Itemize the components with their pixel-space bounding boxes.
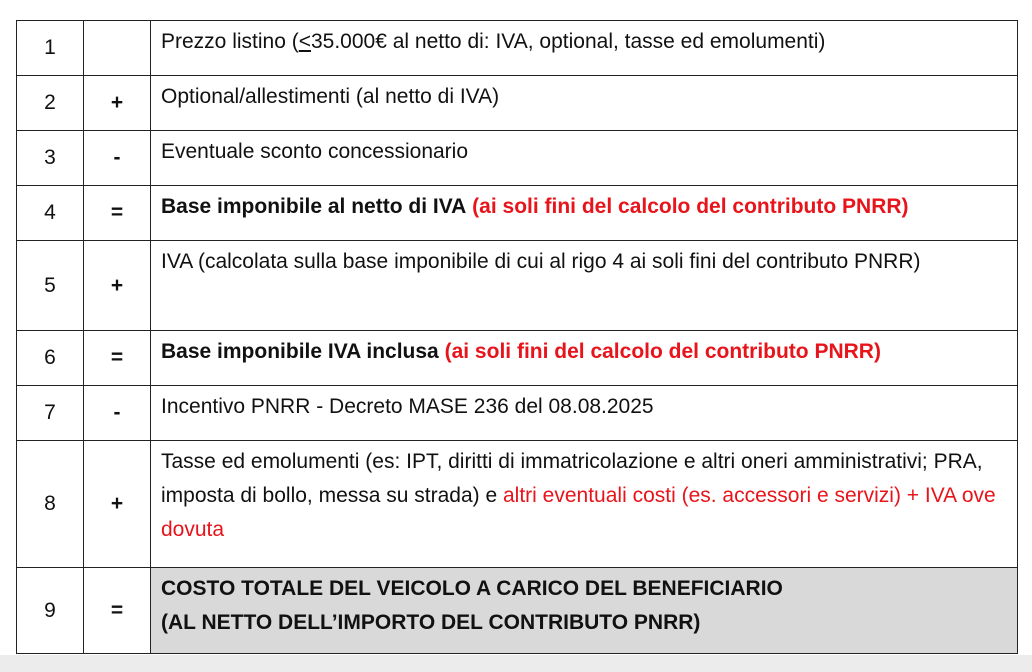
description-red-note: (ai soli fini del calcolo del contributo PNRR): [444, 340, 881, 363]
total-title: COSTO TOTALE DEL VEICOLO A CARICO DEL BENEFICIARIO: [161, 577, 783, 600]
row-number: 3: [17, 131, 84, 186]
row-description: [151, 331, 1018, 386]
row-description: [151, 568, 1018, 654]
table-row: [17, 186, 1018, 241]
table-row: [17, 21, 1018, 76]
row-number: 1: [17, 21, 84, 76]
description-bold-text: Base imponibile IVA inclusa: [161, 340, 439, 363]
row-operator: =: [84, 331, 151, 386]
row-number: 9: [17, 568, 84, 654]
description-red-note: (ai soli fini del calcolo del contributo PNRR): [472, 195, 909, 218]
row-operator: +: [84, 241, 151, 331]
vehicle-cost-table: [16, 20, 1018, 654]
description-text: Prezzo listino (: [161, 30, 299, 53]
total-row: [17, 568, 1018, 654]
row-operator: =: [84, 186, 151, 241]
row-description: [151, 186, 1018, 241]
row-number: 5: [17, 241, 84, 331]
table-row: [17, 241, 1018, 331]
description-red-note: altri eventuali costi (es. accessori e servizi) + IVA ove dovuta: [161, 484, 996, 541]
row-operator: +: [84, 76, 151, 131]
row-number: 7: [17, 386, 84, 441]
row-number: 6: [17, 331, 84, 386]
row-operator: +: [84, 441, 151, 568]
row-description: [151, 21, 1018, 76]
description-text: 35.000€ al netto di: IVA, optional, tasse ed emolumenti): [310, 30, 826, 53]
table-row: [17, 131, 1018, 186]
cropped-text-fragment: [175, 0, 295, 4]
table-row: [17, 386, 1018, 441]
row-description: Optional/allestimenti (al netto di IVA): [151, 76, 1018, 131]
total-subtitle: (AL NETTO DELL’IMPORTO DEL CONTRIBUTO PNRR): [161, 611, 701, 634]
row-number: 8: [17, 441, 84, 568]
row-description: [151, 441, 1018, 568]
row-operator: [84, 21, 151, 76]
row-number: 2: [17, 76, 84, 131]
table-row: [17, 76, 1018, 131]
row-operator: -: [84, 386, 151, 441]
row-description: Eventuale sconto concessionario: [151, 131, 1018, 186]
description-text: Tasse ed emolumenti (es: IPT, diritti di immatricolazione e altri oneri amministrativi; PRA, imposta di bollo, messa su strada) e: [161, 450, 983, 507]
table-row: [17, 441, 1018, 568]
row-number: 4: [17, 186, 84, 241]
row-description: Incentivo PNRR - Decreto MASE 236 del 08.08.2025: [151, 386, 1018, 441]
row-description: IVA (calcolata sulla base imponibile di cui al rigo 4 ai soli fini del contributo PNRR): [151, 241, 1018, 331]
row-operator: =: [84, 568, 151, 654]
less-or-equal-symbol: <: [298, 30, 311, 53]
table-row: [17, 331, 1018, 386]
window-bottom-edge: [0, 655, 1032, 672]
description-bold-text: Base imponibile al netto di IVA: [161, 195, 467, 218]
row-operator: -: [84, 131, 151, 186]
